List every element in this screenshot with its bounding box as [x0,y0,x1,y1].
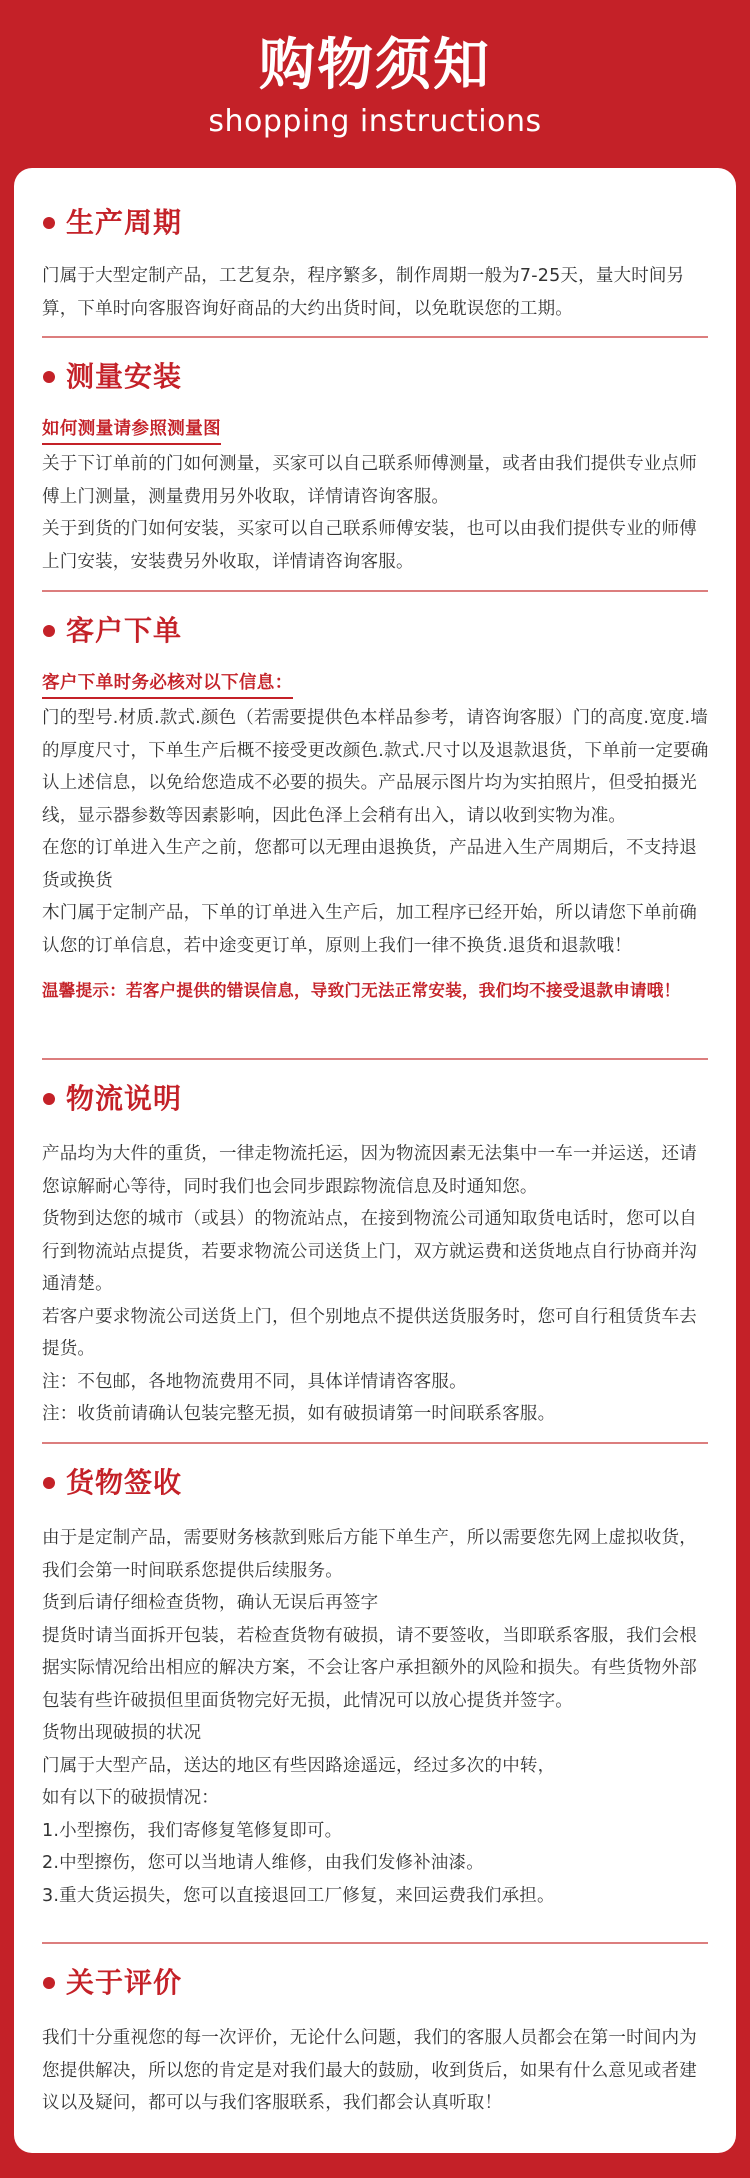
section-goods-receipt [42,1462,712,1912]
instructions-card [14,168,736,2153]
section-heading [42,610,712,654]
section-title: 测量安装 [66,360,183,393]
section-divider [42,590,708,592]
section-title: 生产周期 [66,206,183,239]
page-subtitle: shopping instructions [208,104,542,139]
section-divider [42,1442,708,1444]
section-heading [42,1078,712,1122]
section-title: 关于评价 [66,1966,183,1999]
order-check-subheading: 客户下单时务必核对以下信息： [42,670,293,699]
measure-guide-link[interactable]: 如何测量请参照测量图 [42,416,221,445]
section-paragraph: 关于下订单前的门如何测量，买家可以自己联系师傅测量，或者由我们提供专业点师傅上门测量，测量费用另外收取，详情请咨询客服。 [42,454,697,507]
section-divider [42,1058,708,1060]
page-title: 购物须知 [259,33,491,98]
section-paragraph: 如有以下的破损情况： [42,1788,219,1808]
section-heading [42,1462,712,1506]
section-heading [42,356,712,400]
section-paragraph: 若客户要求物流公司送货上门，但个别地点不提供送货服务时，您可自行租赁货车去提货。 [42,1306,697,1359]
section-paragraph: 提货时请当面拆开包装，若检查货物有破损，请不要签收，当即联系客服，我们会根据实际情况给出相应的解决方案，不会让客户承担额外的风险和损失。有些货物外部包装有些许破损但里面货物完好无损，此情况可以放心提货并签字。 [42,1625,697,1711]
section-paragraph: 3.重大货运损失，您可以直接退回工厂修复，来回运费我们承担。 [42,1885,555,1906]
section-divider [42,336,708,338]
section-paragraph: 注：不包邮，各地物流费用不同，具体详情请咨客服。 [42,1371,467,1392]
warning-notice: 温馨提示：若客户提供的错误信息，导致门无法正常安装，我们均不接受退款申请哦！ [42,981,681,1000]
section-paragraph: 木门属于定制产品，下单的订单进入生产后，加工程序已经开始，所以请您下单前确认您的订单信息，若中途变更订单，原则上我们一律不换货.退货和退款哦！ [42,903,697,956]
section-paragraph: 我们十分重视您的每一次评价，无论什么问题，我们的客服人员都会在第一时间内为您提供解决，所以您的肯定是对我们最大的鼓励，收到货后，如果有什么意见或者建议以及疑问，都可以与我们客服联系，我们都会认真听取！ [42,2028,697,2113]
section-measure-install [42,356,712,578]
bullet-dot-icon [43,371,55,383]
section-paragraph: 2.中型擦伤，您可以当地请人维修，由我们发修补油漆。 [42,1853,484,1873]
section-customer-order [42,610,712,1006]
section-heading [42,202,712,246]
section-paragraph: 门属于大型定制产品，工艺复杂，程序繁多，制作周期一般为7-25天，量大时间另算，下单时向客服咨询好商品的大约出货时间，以免耽误您的工期。 [42,266,685,319]
section-reviews [42,1962,712,2120]
bullet-dot-icon [43,1093,55,1105]
bullet-dot-icon [43,217,55,229]
section-paragraph: 关于到货的门如何安装，买家可以自己联系师傅安装，也可以由我们提供专业的师傅上门安装，安装费另外收取，详情请咨询客服。 [42,519,697,572]
section-divider [42,1942,708,1944]
section-paragraph: 货物出现破损的状况 [42,1723,202,1743]
section-paragraph: 门的型号.材质.款式.颜色（若需要提供色本样品参考，请咨询客服）门的高度.宽度.墙的厚度尺寸，下单生产后概不接受更改颜色.款式.尺寸以及退款退货，下单前一定要确认上述信息，以免给您造成不必要的损失。产品展示图片均为实拍照片，但受拍摄光线，显示器参数等因素影响，因此色泽上会稍有出入，请以收到实物为准。 [42,708,709,826]
bullet-dot-icon [43,1977,55,1989]
page-header [0,0,750,168]
section-logistics [42,1078,712,1431]
section-title: 货物签收 [66,1466,183,1499]
section-paragraph: 在您的订单进入生产之前，您都可以无理由退换货，产品进入生产周期后，不支持退货或换货 [42,838,697,891]
bullet-dot-icon [43,625,55,637]
section-heading [42,1962,712,2006]
bullet-dot-icon [43,1477,55,1489]
section-paragraph: 货到后请仔细检查货物，确认无误后再签字 [42,1593,379,1613]
section-production-cycle [42,202,712,325]
section-title: 客户下单 [66,614,183,647]
section-paragraph: 门属于大型产品，送达的地区有些因路途遥远，经过多次的中转， [42,1755,556,1776]
section-paragraph: 注：收货前请确认包装完整无损，如有破损请第一时间联系客服。 [42,1404,556,1424]
section-paragraph: 由于是定制产品，需要财务核款到账后方能下单生产，所以需要您先网上虚拟收货，我们会第一时间联系您提供后续服务。 [42,1528,697,1581]
section-paragraph: 1.小型擦伤，我们寄修复笔修复即可。 [42,1820,343,1841]
section-paragraph: 产品均为大件的重货，一律走物流托运，因为物流因素无法集中一车一并运送，还请您谅解耐心等待，同时我们也会同步跟踪物流信息及时通知您。 [42,1144,697,1197]
section-title: 物流说明 [66,1082,183,1115]
section-paragraph: 货物到达您的城市（或县）的物流站点，在接到物流公司通知取货电话时，您可以自行到物流站点提货，若要求物流公司送货上门，双方就运费和送货地点自行协商并沟通清楚。 [42,1209,697,1294]
